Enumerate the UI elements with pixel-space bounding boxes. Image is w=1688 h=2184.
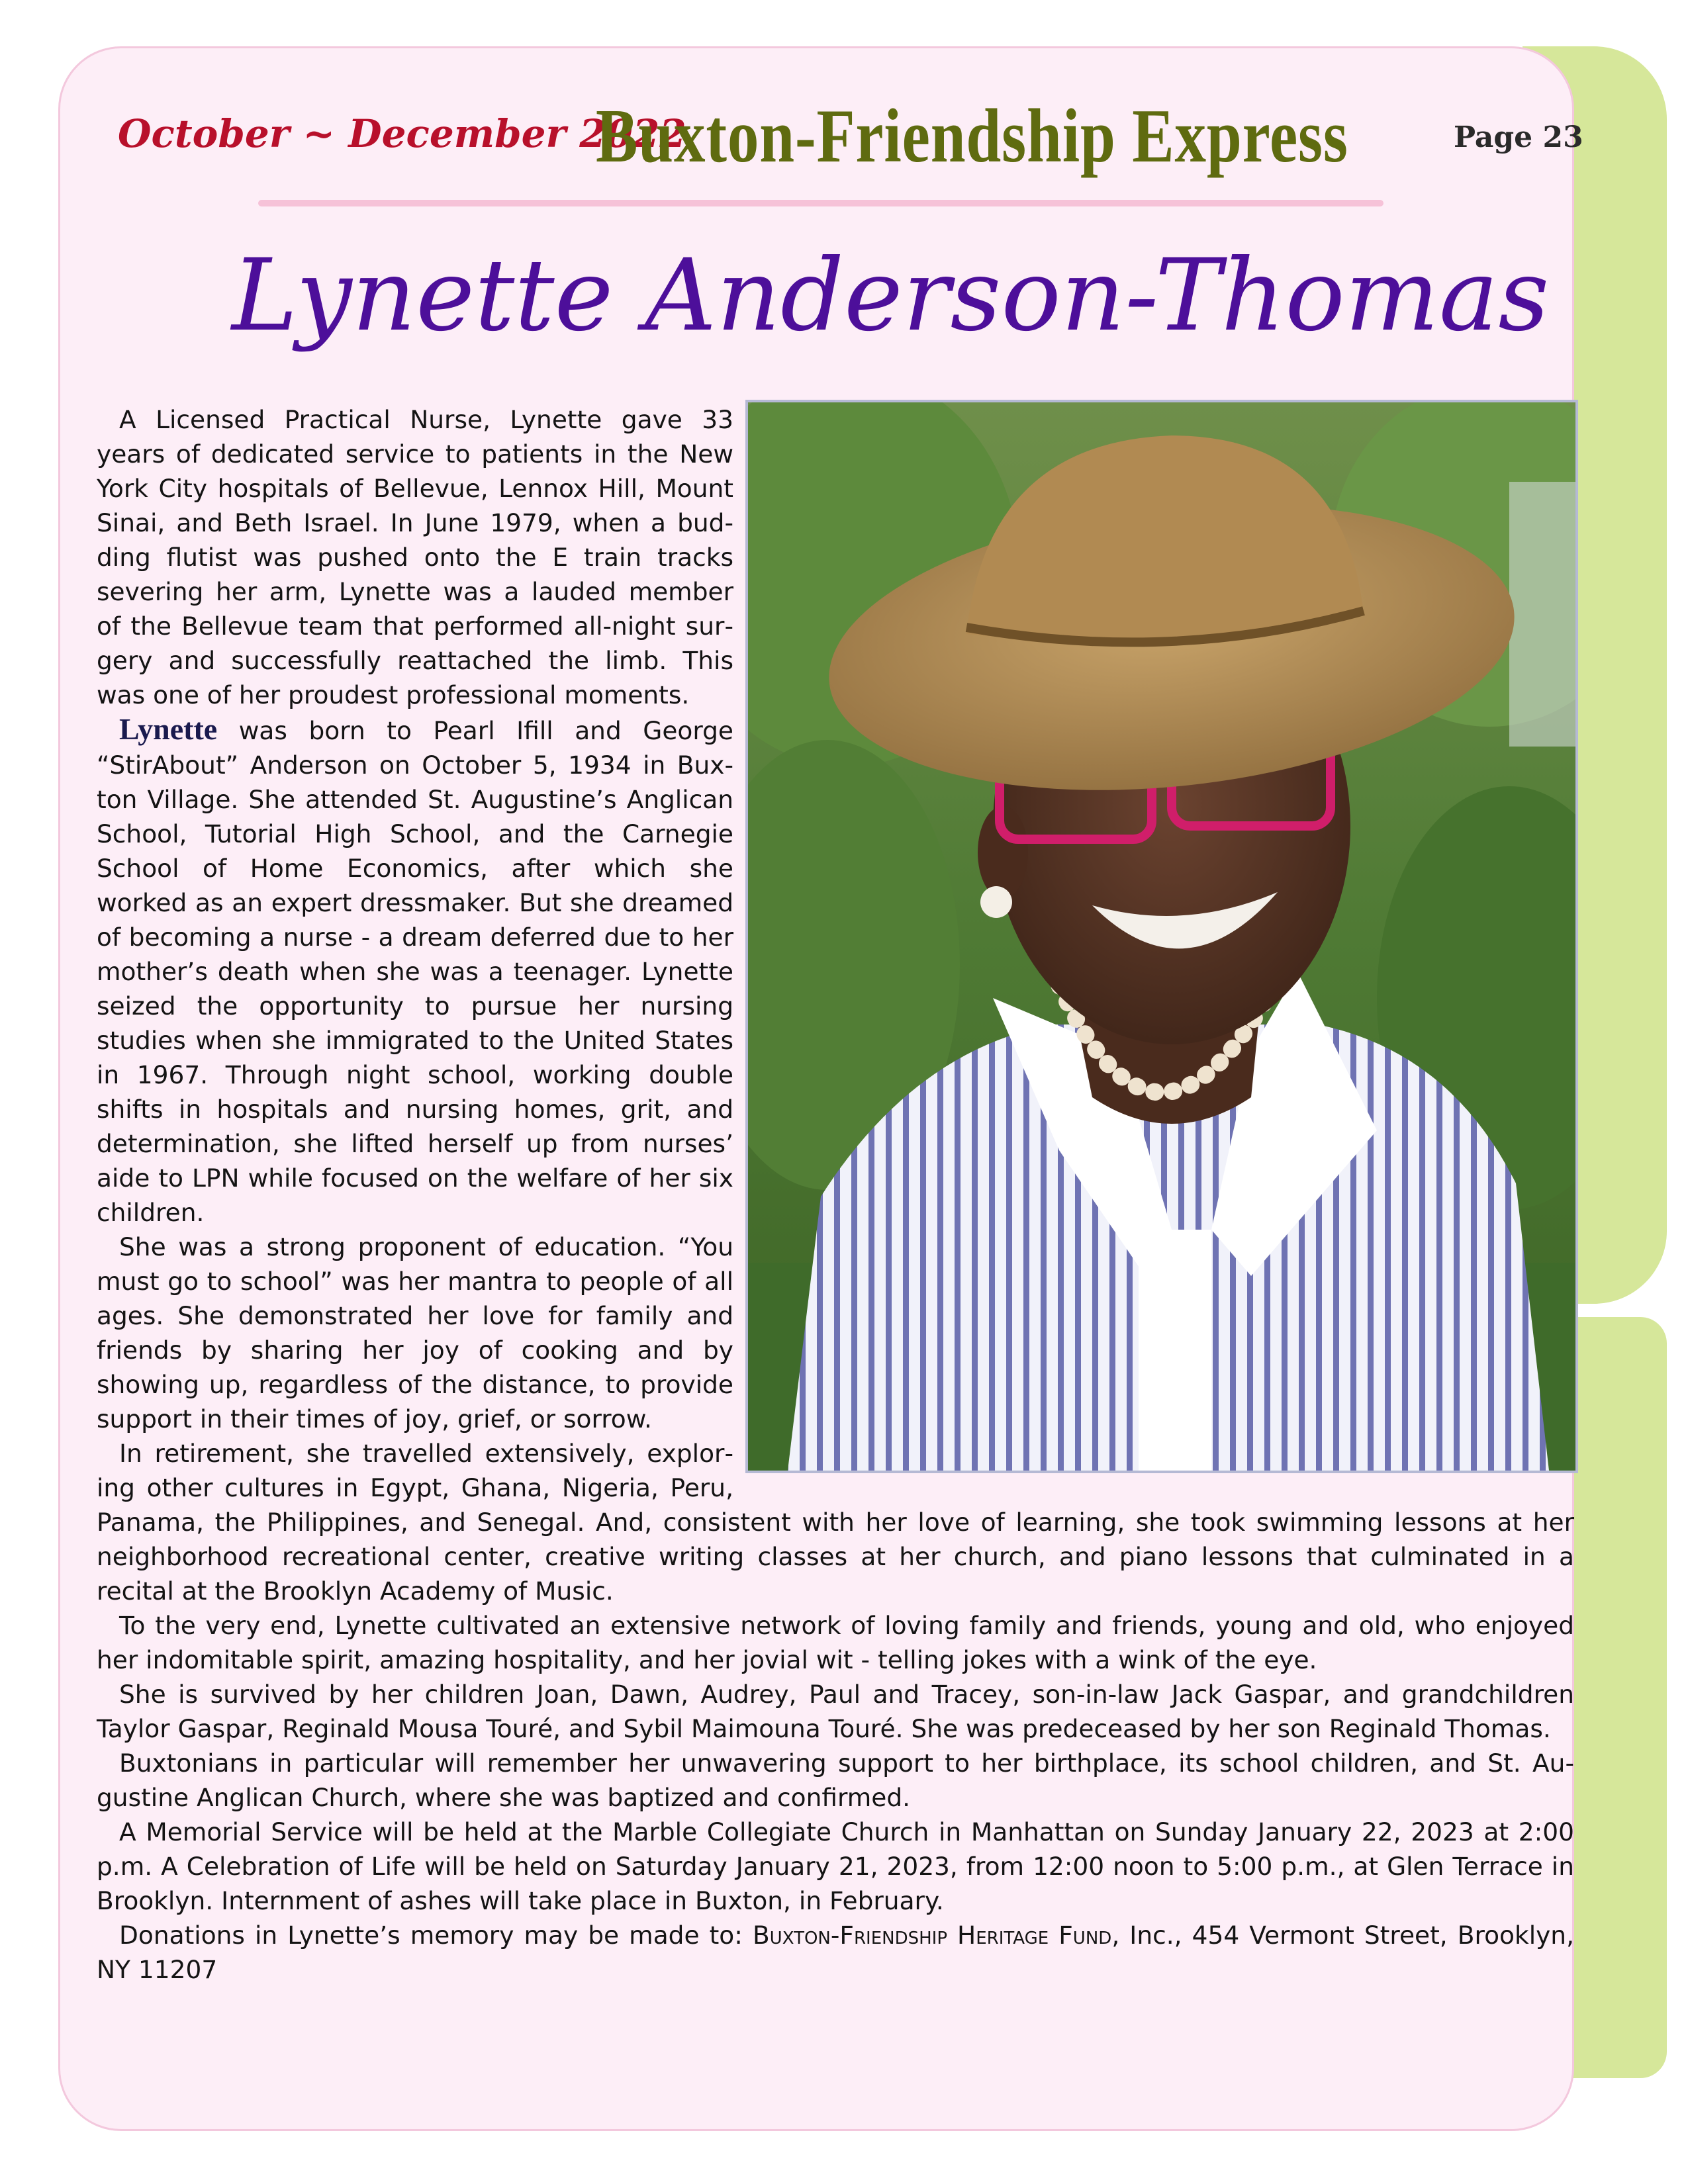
paragraph-retirement: In retirement, she travelled extensively, exploring other cultures in Egypt, Ghana, Nigeria, Peru, Panama, the Philippines, and Senegal. And, consistent with her love of learning, she took swimming lessons at her neighborhood recreational center, creative writing classes at her church, and piano lessons that culminated in a recital at the Brooklyn Academy of Music. (97, 1439, 1574, 1606)
paragraph-family-friends: To the very end, Lynette cultivated an extensive network of loving family and friends, young and old, who enjoyed her indomitable spirit, amazing hospitality, and her jovial wit - telling jokes with a wink of the eye. (97, 1611, 1574, 1674)
paragraph-early-life-text: was born to Pearl Ifill and George “StirAbout” Anderson on October 5, 1934 in Buxton Village. She attended St. Augustine’s Anglican School, Tutorial High School, and the Carnegie School of Home Economics, after which she worked as an expert dressmaker. But she dreamed of becoming a nurse - a dream deferred due to her mother’s death when she was a teenager. Lynette seized the opportunity to pursue her nursing studies when she immigrated to the United States in 1967. Through night school, working double shifts in hospitals and nursing homes, grit, and determination, she lifted herself up from nurses’ aide to LPN while focused on the welfare of her six children. (97, 716, 733, 1227)
issue-dates: October ~ December 2022 (118, 111, 686, 156)
lead-name: Lynette (119, 712, 218, 746)
fund-name: Buxton-Friendship Heritage Fund (752, 1921, 1112, 1950)
newsletter-title: Buxton-Friendship Express (596, 94, 1348, 179)
paragraph-donations (97, 1918, 1574, 1987)
article-title: Lynette Anderson-Thomas (232, 238, 1550, 353)
paragraph-career: A Licensed Practical Nurse, Lynette gave 33 years of dedicated service to patients in the New York City hospitals of Bellevue, Lennox Hill, Mount Sinai, and Beth Israel. In June 1979, when a budding flutist was pushed onto the E train tracks severing her arm, Lynette was a lauded member of the Bellevue team that performed all-night surgery and successfully reattached the limb. This was one of her proudest professional moments. (97, 405, 733, 709)
donations-intro: Donations in Lynette’s memory may be made to: (119, 1921, 753, 1950)
photo-float-spacer (733, 402, 1574, 1488)
paragraph-education: She was a strong proponent of education. “You must go to school” was her mantra to people of all ages. She demonstrated her love for family and friends by sharing her joy of cooking and by showing up, regardless of the distance, to provide support in their times of joy, grief, or sorrow. (97, 1232, 733, 1433)
donations-address: , Inc., 454 Vermont Street, Brooklyn, NY 11207 (97, 1921, 1574, 1984)
paragraph-buxton: Buxtonians in particular will remember her unwavering support to her birthplace, its school children, and St. Augustine Anglican Church, where she was baptized and confirmed. (97, 1749, 1574, 1812)
paragraph-services: A Memorial Service will be held at the Marble Collegiate Church in Manhattan on Sunday January 22, 2023 at 2:00 p.m. A Celebration of Life will be held on Saturday January 21, 2023, from 12:00 noon to 5:00 p.m., at Glen Terrace in Brooklyn. Internment of ashes will take place in Buxton, in February. (97, 1817, 1574, 1915)
paragraph-survivors: She is survived by her children Joan, Dawn, Audrey, Paul and Tracey, son-in-law Jack Gaspar, and grandchildren Taylor Gaspar, Reginald Mousa Touré, and Sybil Maimouna Touré. She was predeceased by her son Reginald Thomas. (97, 1680, 1574, 1743)
page-number: Page 23 (1454, 120, 1583, 154)
header-divider (258, 200, 1383, 206)
article-body (97, 402, 1574, 1987)
